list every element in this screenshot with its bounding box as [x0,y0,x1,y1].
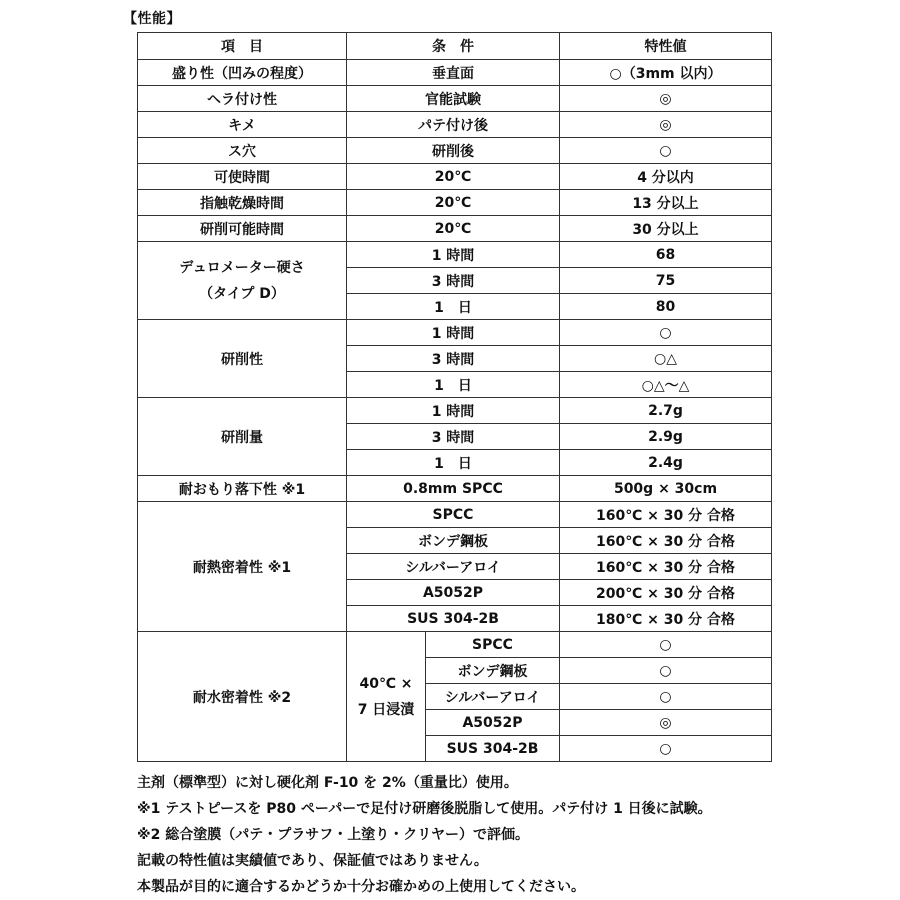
header-item: 項 目 [138,33,347,60]
table-header-row [138,33,772,60]
condition-cell: SUS 304-2B [347,606,560,632]
condition-cell: 官能試験 [347,86,560,112]
value-cell: 2.9g [560,424,772,450]
item-cell: 盛り性（凹みの程度） [138,60,347,86]
item-cell: キメ [138,112,347,138]
note-line: 記載の特性値は実績値であり、保証値ではありません。 [137,853,488,869]
item-cell: ヘラ付け性 [138,86,347,112]
condition-cell: 0.8mm SPCC [347,476,560,502]
condition-cell: 20℃ [347,190,560,216]
table-row [138,502,772,528]
substrate-cell: A5052P [426,710,560,736]
condition-cell: 1 日 [347,372,560,398]
value-cell: 2.4g [560,450,772,476]
substrate-cell: SPCC [426,632,560,658]
value-cell: ○（3mm 以内） [560,60,772,86]
value-cell: 30 分以上 [560,216,772,242]
table-row [138,60,772,86]
note-line: ※1 テストピースを P80 ペーパーで足付け研磨後脱脂して使用。パテ付け 1 日後に試験。 [137,801,712,817]
table-row [138,398,772,424]
notes [137,770,837,900]
item-cell-grind-amount: 研削量 [138,398,347,476]
value-cell: ○ [560,736,772,762]
value-cell: 13 分以上 [560,190,772,216]
condition-cell: 1 日 [347,450,560,476]
condition-cell: A5052P [347,580,560,606]
value-cell: ○ [560,684,772,710]
value-cell: 160℃ × 30 分 合格 [560,554,772,580]
condition-cell: 研削後 [347,138,560,164]
value-cell: 200℃ × 30 分 合格 [560,580,772,606]
table-row [138,476,772,502]
item-cell: 指触乾燥時間 [138,190,347,216]
table-row [138,242,772,268]
value-cell: 4 分以内 [560,164,772,190]
immersion-line1: 40℃ × [359,675,413,692]
value-cell: 500g × 30cm [560,476,772,502]
header-value: 特性値 [560,33,772,60]
value-cell: ◎ [560,710,772,736]
note-line: 主剤（標準型）に対し硬化剤 F-10 を 2%（重量比）使用。 [137,775,518,791]
table-row [138,632,772,658]
value-cell: 160℃ × 30 分 合格 [560,528,772,554]
item-cell: 耐おもり落下性 ※1 [138,476,347,502]
condition-cell: SPCC [347,502,560,528]
condition-cell: 1 時間 [347,242,560,268]
section-heading: 【性能】 [123,11,181,27]
condition-cell: 3 時間 [347,268,560,294]
hardness-label-line1: デュロメーター硬さ [179,259,305,276]
value-cell: ◎ [560,86,772,112]
value-cell: 75 [560,268,772,294]
performance-table [137,32,772,762]
note-line: 本製品が目的に適合するかどうか十分お確かめの上使用してください。 [137,879,585,895]
item-cell: ス穴 [138,138,347,164]
hardness-label-line2: （タイプ D） [199,285,285,302]
immersion-line2: 7 日浸漬 [357,701,415,718]
value-cell: ○△ [560,346,772,372]
condition-cell: 垂直面 [347,60,560,86]
value-cell: 160℃ × 30 分 合格 [560,502,772,528]
header-condition: 条 件 [347,33,560,60]
condition-cell: ボンデ鋼板 [347,528,560,554]
table-row [138,216,772,242]
condition-cell: 1 時間 [347,398,560,424]
value-cell: ○△～△ [560,372,772,398]
value-cell: 180℃ × 30 分 合格 [560,606,772,632]
condition-cell: シルバーアロイ [347,554,560,580]
item-cell: 可使時間 [138,164,347,190]
substrate-cell: シルバーアロイ [426,684,560,710]
condition-cell: 3 時間 [347,424,560,450]
table-row [138,320,772,346]
item-cell-heat-adhesion: 耐熱密着性 ※1 [138,502,347,632]
condition-cell: 3 時間 [347,346,560,372]
condition-cell: 1 時間 [347,320,560,346]
condition-cell: 20℃ [347,216,560,242]
value-cell: ○ [560,632,772,658]
substrate-cell: SUS 304-2B [426,736,560,762]
condition-cell: パテ付け後 [347,112,560,138]
table-row [138,138,772,164]
table-row [138,190,772,216]
value-cell: 68 [560,242,772,268]
value-cell: 2.7g [560,398,772,424]
item-cell-water-adhesion: 耐水密着性 ※2 [138,632,347,762]
note-line: ※2 総合塗膜（パテ・プラサフ・上塗り・クリヤー）で評価。 [137,827,529,843]
table-row [138,164,772,190]
value-cell: ○ [560,658,772,684]
item-cell-grindability: 研削性 [138,320,347,398]
condition-cell: 20℃ [347,164,560,190]
item-cell: 研削可能時間 [138,216,347,242]
table-row [138,86,772,112]
value-cell: 80 [560,294,772,320]
value-cell: ○ [560,320,772,346]
value-cell: ○ [560,138,772,164]
item-cell-hardness [138,242,347,320]
substrate-cell: ボンデ鋼板 [426,658,560,684]
condition-cell: 1 日 [347,294,560,320]
condition-cell-immersion [347,632,426,762]
value-cell: ◎ [560,112,772,138]
table-row [138,112,772,138]
